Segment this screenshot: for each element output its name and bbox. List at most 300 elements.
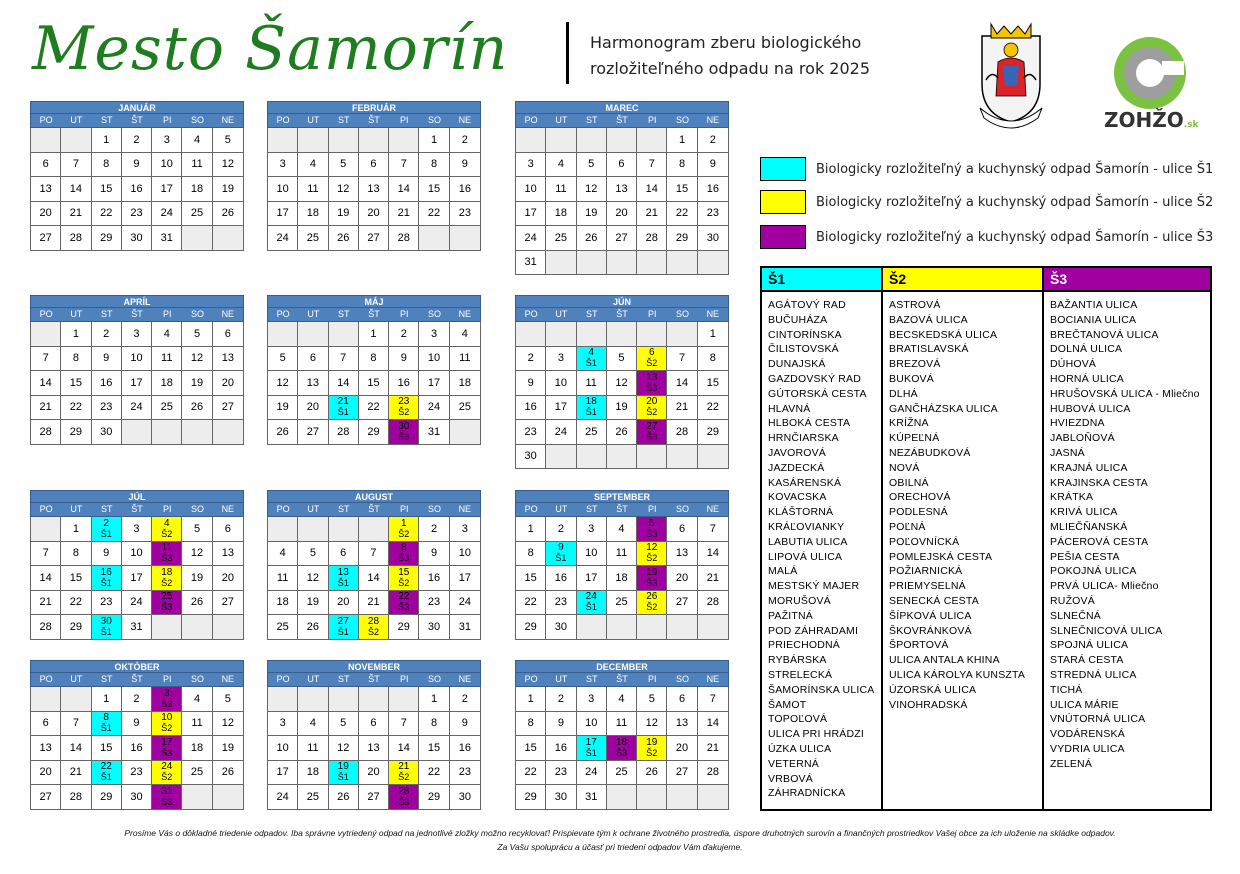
legend-swatch bbox=[760, 190, 806, 214]
empty-day-cell bbox=[329, 517, 359, 541]
weekday-label: UT bbox=[555, 115, 568, 125]
day-cell: 8 bbox=[92, 153, 122, 177]
weekday-label: NE bbox=[458, 309, 472, 319]
day-cell: 20 bbox=[221, 376, 234, 389]
weekday-label: PI bbox=[400, 309, 409, 319]
page-subtitle bbox=[590, 30, 870, 82]
street-name: KRAJINSKA CESTA bbox=[1050, 476, 1148, 489]
calendar-week bbox=[267, 785, 481, 810]
empty-day-cell bbox=[298, 128, 328, 152]
empty-day-cell bbox=[667, 615, 697, 639]
day-cell: 14 bbox=[706, 717, 719, 730]
weekday-label: ŠT bbox=[368, 674, 380, 684]
calendar-week bbox=[30, 785, 244, 810]
empty-day-cell bbox=[637, 445, 667, 469]
month-september bbox=[515, 490, 729, 640]
day-cell: 8 bbox=[61, 347, 91, 371]
day-cell: 24 bbox=[516, 226, 546, 250]
calendar-week bbox=[515, 128, 729, 153]
day-cell: 15 bbox=[516, 736, 546, 760]
day-cell: 13 bbox=[359, 736, 389, 760]
street-name: MESTSKÝ MAJER bbox=[768, 580, 860, 593]
day-cell: 4 bbox=[268, 542, 298, 566]
day-cell: 12 bbox=[268, 371, 298, 395]
weekday-label: NE bbox=[221, 309, 235, 319]
day-cell: 15 bbox=[61, 371, 91, 395]
day-cell: 18 bbox=[182, 736, 212, 760]
day-cell: 14 bbox=[31, 566, 61, 590]
weekday-label: ST bbox=[100, 674, 113, 684]
calendar-week bbox=[30, 615, 244, 640]
day-cell: 25 bbox=[607, 591, 637, 615]
day-cell: 26 bbox=[182, 396, 212, 420]
day-cell: 27 bbox=[31, 785, 61, 809]
day-cell: 8 bbox=[359, 347, 389, 371]
page-title: Mesto Šamorín bbox=[32, 14, 509, 84]
collection-day-s3: 30 Š3 bbox=[389, 420, 419, 444]
day-cell: 12 bbox=[221, 158, 234, 171]
empty-day-cell bbox=[607, 615, 637, 639]
collection-day-s1: 21 Š1 bbox=[329, 396, 359, 420]
empty-day-cell bbox=[667, 251, 697, 275]
day-cell: 5 bbox=[182, 322, 212, 346]
empty-day-cell bbox=[31, 322, 61, 346]
weekday-label: ŠT bbox=[616, 309, 628, 319]
day-cell: 23 bbox=[546, 761, 576, 785]
day-cell: 11 bbox=[546, 177, 576, 201]
day-cell: 21 bbox=[61, 761, 91, 785]
day-cell: 24 bbox=[152, 202, 182, 226]
day-cell: 31 bbox=[419, 420, 449, 444]
street-name: ASTROVÁ bbox=[889, 299, 941, 311]
day-cell: 15 bbox=[61, 566, 91, 590]
empty-day-cell bbox=[577, 615, 607, 639]
day-cell: 21 bbox=[31, 591, 61, 615]
calendar-week bbox=[30, 153, 244, 178]
weekday-label: PI bbox=[163, 504, 172, 514]
day-cell: 16 bbox=[92, 371, 122, 395]
collection-day-s2: 12 Š2 bbox=[637, 542, 667, 566]
day-cell: 7 bbox=[61, 712, 91, 736]
weekday-label: NE bbox=[458, 115, 472, 125]
day-cell: 25 bbox=[546, 226, 576, 250]
calendar-week bbox=[267, 347, 481, 372]
weekday-label: ST bbox=[585, 504, 598, 514]
day-cell: 21 bbox=[706, 741, 719, 754]
calendar-week bbox=[515, 371, 729, 396]
day-cell: 10 bbox=[458, 547, 471, 560]
day-cell: 11 bbox=[607, 542, 637, 566]
day-cell: 14 bbox=[31, 371, 61, 395]
day-cell: 3 bbox=[268, 712, 298, 736]
day-cell: 3 bbox=[152, 128, 182, 152]
day-cell: 23 bbox=[458, 766, 471, 779]
collection-day-s1: 13 Š1 bbox=[329, 566, 359, 590]
month-title: APRÍL bbox=[30, 295, 244, 308]
collection-day-s1: 27 Š1 bbox=[329, 615, 359, 639]
day-cell: 14 bbox=[389, 177, 419, 201]
weekday-label: SO bbox=[191, 674, 205, 684]
day-cell: 5 bbox=[329, 712, 359, 736]
empty-day-cell bbox=[268, 687, 298, 711]
day-cell: 13 bbox=[359, 177, 389, 201]
empty-day-cell bbox=[577, 445, 607, 469]
day-cell: 27 bbox=[667, 761, 697, 785]
day-cell: 21 bbox=[667, 396, 697, 420]
empty-day-cell bbox=[698, 615, 728, 639]
day-cell: 26 bbox=[329, 785, 359, 809]
weekday-header bbox=[267, 503, 481, 517]
empty-day-cell bbox=[637, 785, 667, 809]
day-cell: 12 bbox=[221, 717, 234, 730]
weekday-label: SO bbox=[676, 504, 690, 514]
street-name: PEŠIA CESTA bbox=[1050, 550, 1120, 563]
day-cell: 30 bbox=[122, 226, 152, 250]
day-cell: 18 bbox=[182, 177, 212, 201]
street-name: VNÚTORNÁ ULICA bbox=[1050, 713, 1146, 726]
empty-day-cell bbox=[546, 445, 576, 469]
day-cell: 1 bbox=[61, 517, 91, 541]
street-name: VRBOVÁ bbox=[768, 772, 813, 785]
collection-day-s2: 18 Š2 bbox=[152, 566, 182, 590]
street-name: JAZDECKÁ bbox=[768, 461, 825, 474]
street-name: ULICA ANTALA KHINA bbox=[889, 654, 1000, 667]
day-cell: 7 bbox=[389, 153, 419, 177]
day-cell: 31 bbox=[516, 251, 546, 275]
day-cell: 27 bbox=[607, 226, 637, 250]
street-name: BAZOVÁ ULICA bbox=[889, 313, 968, 326]
day-cell: 9 bbox=[546, 712, 576, 736]
calendar-week bbox=[267, 322, 481, 347]
street-name: HRUŠOVSKÁ ULICA - Mliečno bbox=[1050, 387, 1200, 400]
street-name: SENECKÁ CESTA bbox=[889, 594, 979, 607]
empty-day-cell bbox=[329, 322, 359, 346]
calendar-week bbox=[267, 420, 481, 445]
calendar-week bbox=[515, 445, 729, 470]
day-cell: 21 bbox=[389, 202, 419, 226]
collection-day-s1: 19 Š1 bbox=[329, 761, 359, 785]
day-cell: 27 bbox=[221, 596, 234, 609]
day-cell: 26 bbox=[637, 761, 667, 785]
day-cell: 18 bbox=[458, 376, 471, 389]
calendar-week bbox=[30, 322, 244, 347]
day-cell: 23 bbox=[92, 591, 122, 615]
weekday-label: UT bbox=[555, 309, 568, 319]
collection-day-s3: 11 Š3 bbox=[152, 542, 182, 566]
day-cell: 28 bbox=[61, 785, 91, 809]
day-cell: 7 bbox=[31, 347, 61, 371]
empty-day-cell bbox=[450, 420, 480, 444]
empty-day-cell bbox=[607, 128, 637, 152]
empty-day-cell bbox=[637, 128, 667, 152]
day-cell: 26 bbox=[221, 766, 234, 779]
day-cell: 19 bbox=[577, 202, 607, 226]
day-cell: 3 bbox=[461, 522, 468, 535]
weekday-label: SO bbox=[428, 115, 442, 125]
day-cell: 6 bbox=[224, 327, 231, 340]
weekday-label: UT bbox=[555, 504, 568, 514]
day-cell: 23 bbox=[122, 202, 152, 226]
calendar-week bbox=[515, 420, 729, 445]
legend-item-s3 bbox=[760, 225, 1213, 249]
collection-day-s1: 17 Š1 bbox=[577, 736, 607, 760]
day-cell: 29 bbox=[667, 226, 697, 250]
collection-day-s3: 5 Š3 bbox=[637, 517, 667, 541]
collection-day-s1: 8 Š1 bbox=[92, 712, 122, 736]
weekday-header bbox=[267, 673, 481, 687]
month-title: OKTÓBER bbox=[30, 660, 244, 673]
day-cell: 22 bbox=[61, 396, 91, 420]
header-s3: Š3 bbox=[1044, 268, 1210, 290]
weekday-label: PO bbox=[276, 504, 290, 514]
day-cell: 5 bbox=[329, 153, 359, 177]
street-name: MALÁ bbox=[768, 565, 798, 578]
calendar-week bbox=[515, 396, 729, 421]
day-cell: 13 bbox=[607, 177, 637, 201]
calendar-week bbox=[515, 517, 729, 542]
street-name: PRIECHODNÁ bbox=[768, 639, 841, 652]
day-cell: 20 bbox=[607, 202, 637, 226]
legend-swatch bbox=[760, 225, 806, 249]
street-name: HLAVNÁ bbox=[768, 402, 811, 415]
street-name: PRVÁ ULICA- Mliečno bbox=[1050, 580, 1159, 593]
calendar-week bbox=[515, 785, 729, 810]
day-cell: 16 bbox=[706, 182, 719, 195]
empty-day-cell bbox=[577, 251, 607, 275]
collection-day-s3: 22 Š3 bbox=[389, 591, 419, 615]
day-cell: 15 bbox=[706, 376, 719, 389]
day-cell: 15 bbox=[359, 371, 389, 395]
weekday-label: ST bbox=[337, 309, 350, 319]
footer-line-2: Za Vašu spoluprácu a účasť pri triedení odpadov Vám ďakujeme. bbox=[497, 842, 743, 852]
day-cell: 18 bbox=[298, 761, 328, 785]
street-name: DOLNÁ ULICA bbox=[1050, 343, 1123, 356]
calendar-week bbox=[267, 615, 481, 640]
street-name: POĽOVNÍCKÁ bbox=[889, 535, 960, 548]
street-name: SLNEČNÁ bbox=[1050, 609, 1101, 622]
street-name: BAŽANTIA ULICA bbox=[1050, 299, 1138, 311]
day-cell: 15 bbox=[667, 177, 697, 201]
day-cell: 28 bbox=[31, 615, 61, 639]
empty-day-cell bbox=[577, 322, 607, 346]
day-cell: 16 bbox=[546, 736, 576, 760]
day-cell: 25 bbox=[268, 615, 298, 639]
day-cell: 22 bbox=[516, 591, 546, 615]
weekday-label: SO bbox=[428, 309, 442, 319]
weekday-label: PI bbox=[400, 504, 409, 514]
day-cell: 6 bbox=[31, 153, 61, 177]
day-cell: 19 bbox=[298, 591, 328, 615]
weekday-label: PI bbox=[648, 309, 657, 319]
header-s2: Š2 bbox=[883, 268, 1044, 290]
calendar-week bbox=[267, 542, 481, 567]
day-cell: 10 bbox=[546, 371, 576, 395]
day-cell: 25 bbox=[577, 420, 607, 444]
day-cell: 23 bbox=[458, 207, 471, 220]
street-name: BOCIANIA ULICA bbox=[1050, 313, 1137, 326]
empty-day-cell bbox=[31, 687, 61, 711]
street-name: RUŽOVÁ bbox=[1050, 594, 1095, 607]
month-október bbox=[30, 660, 244, 810]
street-name: STREDNÁ ULICA bbox=[1050, 668, 1137, 681]
weekday-label: UT bbox=[307, 115, 320, 125]
weekday-label: SO bbox=[191, 309, 205, 319]
street-name: ŠÍPKOVÁ ULICA bbox=[889, 609, 972, 622]
street-name: PODLESNÁ bbox=[889, 506, 948, 519]
day-cell: 31 bbox=[458, 620, 471, 633]
day-cell: 9 bbox=[122, 153, 152, 177]
day-cell: 20 bbox=[667, 736, 697, 760]
day-cell: 1 bbox=[419, 687, 449, 711]
street-name: SPOJNÁ ULICA bbox=[1050, 639, 1129, 652]
weekday-label: UT bbox=[307, 504, 320, 514]
weekday-label: PO bbox=[276, 115, 290, 125]
legend-label: Biologicky rozložiteľný a kuchynský odpad Šamorín - ulice Š2 bbox=[816, 194, 1214, 210]
day-cell: 1 bbox=[92, 128, 122, 152]
day-cell: 3 bbox=[122, 517, 152, 541]
street-name: GÚTORSKÁ CESTA bbox=[768, 387, 867, 400]
weekday-label: NE bbox=[706, 115, 720, 125]
day-cell: 12 bbox=[182, 347, 212, 371]
street-name: MORUŠOVÁ bbox=[768, 594, 831, 607]
day-cell: 21 bbox=[31, 396, 61, 420]
empty-day-cell bbox=[329, 687, 359, 711]
collection-day-s2: 19 Š2 bbox=[637, 736, 667, 760]
day-cell: 28 bbox=[329, 420, 359, 444]
day-cell: 6 bbox=[359, 153, 389, 177]
collection-day-s3: 13 Š3 bbox=[637, 371, 667, 395]
month-title: SEPTEMBER bbox=[515, 490, 729, 503]
collection-day-s3: 18 Š3 bbox=[607, 736, 637, 760]
empty-day-cell bbox=[546, 128, 576, 152]
day-cell: 13 bbox=[667, 542, 697, 566]
day-cell: 4 bbox=[182, 128, 212, 152]
month-jún bbox=[515, 295, 729, 469]
day-cell: 29 bbox=[389, 615, 419, 639]
day-cell: 22 bbox=[92, 202, 122, 226]
weekday-header bbox=[515, 308, 729, 322]
day-cell: 10 bbox=[577, 712, 607, 736]
calendar-week bbox=[515, 153, 729, 178]
day-cell: 9 bbox=[122, 712, 152, 736]
collection-day-s3: 3 Š3 bbox=[152, 687, 182, 711]
day-cell: 13 bbox=[221, 547, 234, 560]
day-cell: 21 bbox=[359, 591, 389, 615]
calendar-week bbox=[267, 687, 481, 712]
calendar-week bbox=[515, 712, 729, 737]
day-cell: 19 bbox=[221, 182, 234, 195]
street-name: VYDRIA ULICA bbox=[1050, 742, 1125, 755]
street-name: NOVÁ bbox=[889, 461, 920, 474]
day-cell: 21 bbox=[61, 202, 91, 226]
street-name: TOPOĽOVÁ bbox=[768, 713, 828, 726]
street-name: DUNAJSKÁ bbox=[768, 358, 826, 371]
day-cell: 16 bbox=[458, 741, 471, 754]
day-cell: 10 bbox=[122, 542, 152, 566]
street-name: RYBÁRSKA bbox=[768, 654, 827, 667]
day-cell: 30 bbox=[516, 445, 546, 469]
day-cell: 9 bbox=[389, 347, 419, 371]
empty-day-cell bbox=[182, 420, 212, 444]
street-name: LABUTIA ULICA bbox=[768, 535, 848, 548]
day-cell: 1 bbox=[359, 322, 389, 346]
weekday-label: ST bbox=[585, 115, 598, 125]
weekday-label: NE bbox=[706, 674, 720, 684]
day-cell: 1 bbox=[667, 128, 697, 152]
day-cell: 9 bbox=[92, 347, 122, 371]
empty-day-cell bbox=[516, 322, 546, 346]
month-title: NOVEMBER bbox=[267, 660, 481, 673]
empty-day-cell bbox=[31, 517, 61, 541]
day-cell: 23 bbox=[516, 420, 546, 444]
day-cell: 14 bbox=[359, 566, 389, 590]
weekday-label: PO bbox=[524, 115, 538, 125]
day-cell: 24 bbox=[268, 226, 298, 250]
calendar-week bbox=[267, 226, 481, 251]
day-cell: 30 bbox=[92, 420, 122, 444]
day-cell: 17 bbox=[152, 177, 182, 201]
day-cell: 2 bbox=[419, 517, 449, 541]
collection-day-s2: 24 Š2 bbox=[152, 761, 182, 785]
footer-note bbox=[0, 826, 1240, 854]
day-cell: 24 bbox=[419, 396, 449, 420]
street-column-s1 bbox=[762, 292, 883, 809]
empty-day-cell bbox=[667, 785, 697, 809]
street-name: KASÁRENSKÁ bbox=[768, 476, 842, 489]
street-name: VINOHRADSKÁ bbox=[889, 698, 968, 711]
weekday-label: SO bbox=[191, 115, 205, 125]
day-cell: 25 bbox=[298, 785, 328, 809]
weekday-label: SO bbox=[676, 309, 690, 319]
street-name: POKOJNÁ ULICA bbox=[1050, 565, 1137, 578]
day-cell: 22 bbox=[61, 591, 91, 615]
day-cell: 4 bbox=[461, 327, 468, 340]
day-cell: 9 bbox=[516, 371, 546, 395]
day-cell: 23 bbox=[546, 591, 576, 615]
day-cell: 12 bbox=[329, 177, 359, 201]
day-cell: 30 bbox=[122, 785, 152, 809]
street-name: BREZOVÁ bbox=[889, 358, 941, 371]
day-cell: 25 bbox=[458, 401, 471, 414]
empty-day-cell bbox=[268, 322, 298, 346]
collection-day-s1: 16 Š1 bbox=[92, 566, 122, 590]
empty-day-cell bbox=[637, 322, 667, 346]
street-name: PAŽITNÁ bbox=[768, 609, 813, 622]
collection-day-s2: 1 Š2 bbox=[389, 517, 419, 541]
weekday-label: PO bbox=[39, 674, 53, 684]
day-cell: 8 bbox=[419, 153, 449, 177]
day-cell: 15 bbox=[516, 566, 546, 590]
weekday-label: NE bbox=[706, 504, 720, 514]
day-cell: 29 bbox=[92, 785, 122, 809]
day-cell: 18 bbox=[607, 566, 637, 590]
day-cell: 20 bbox=[667, 566, 697, 590]
street-name: STARÁ CESTA bbox=[1050, 654, 1124, 667]
day-cell: 2 bbox=[461, 692, 468, 705]
street-name: ŠAMOT bbox=[768, 698, 807, 711]
collection-day-s2: 21 Š2 bbox=[389, 761, 419, 785]
collection-day-s1: 9 Š1 bbox=[546, 542, 576, 566]
day-cell: 17 bbox=[122, 566, 152, 590]
day-cell: 5 bbox=[577, 153, 607, 177]
day-cell: 4 bbox=[152, 322, 182, 346]
weekday-label: ŠT bbox=[368, 504, 380, 514]
calendar-week bbox=[515, 687, 729, 712]
day-cell: 20 bbox=[298, 396, 328, 420]
empty-day-cell bbox=[213, 615, 243, 639]
collection-day-s1: 22 Š1 bbox=[92, 761, 122, 785]
day-cell: 1 bbox=[709, 327, 716, 340]
